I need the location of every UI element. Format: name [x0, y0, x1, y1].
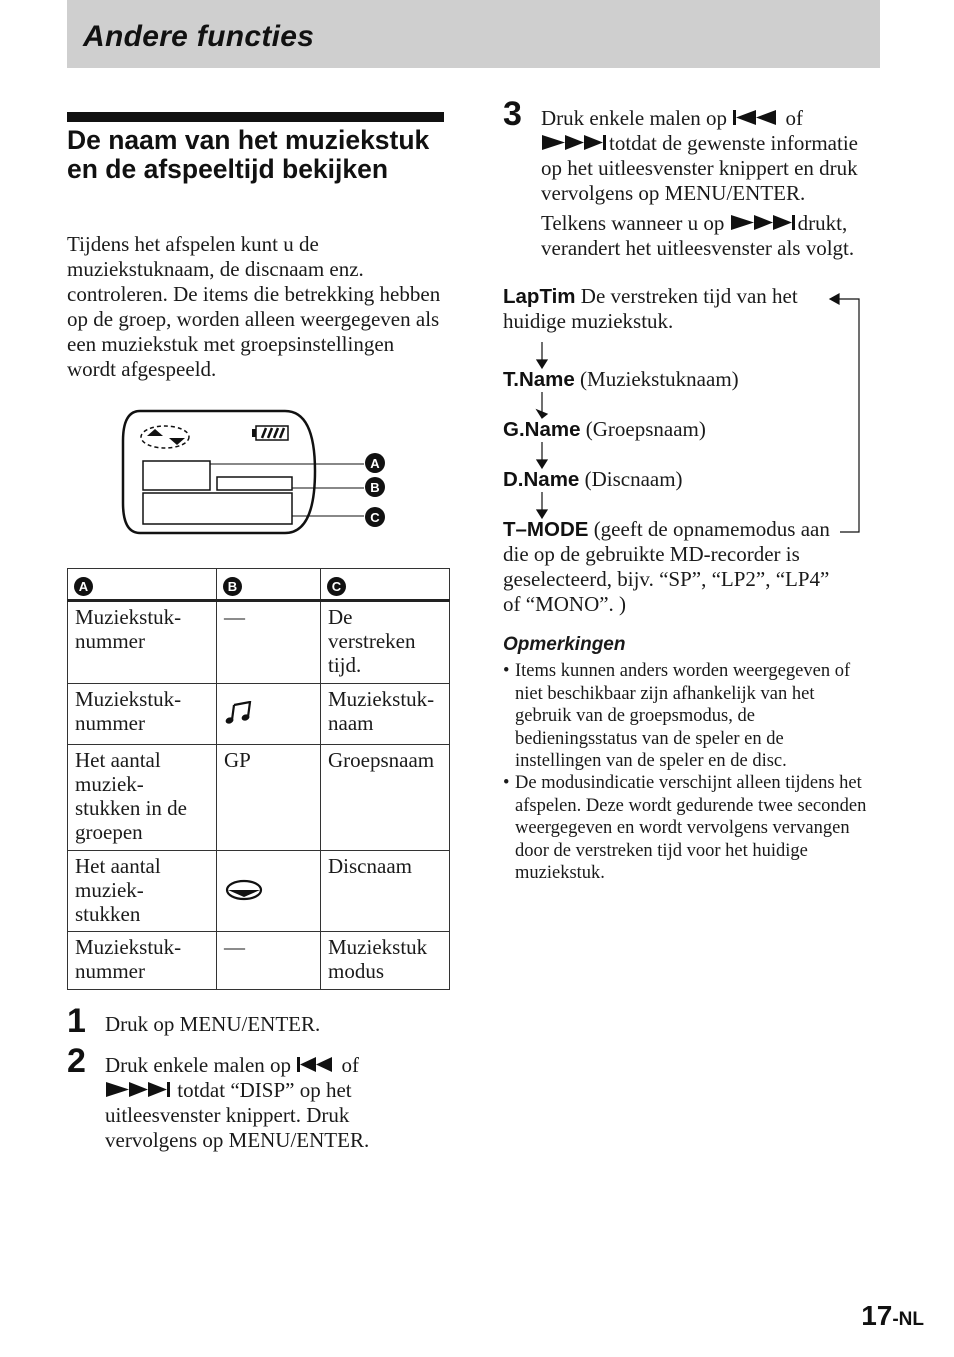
table-cell: Het aantal muziek- stukken in de groepen [68, 745, 217, 851]
step-3-text [541, 106, 881, 206]
page-number-value: 17 [861, 1300, 893, 1331]
step-2-mid: of [341, 1053, 360, 1077]
bullet: • [503, 661, 510, 681]
step-3-mid: of [785, 106, 804, 130]
table-header-a: A [68, 569, 217, 601]
table-cell: Muziekstuk modus [321, 932, 450, 990]
table-cell [217, 684, 321, 745]
step-3-number: 3 [503, 95, 522, 133]
note-item [503, 660, 868, 773]
table-cell [217, 851, 321, 932]
flow-term: D.Name [503, 468, 580, 491]
next-track-icon [541, 134, 609, 151]
flow-term: LapTim [503, 285, 576, 308]
section-rule [67, 112, 444, 122]
step-3-post: totdat de gewenste informatie op het uitleesvenster knippert en druk vervolgens op MENU/ENTER. [541, 131, 858, 205]
table-cell: — [217, 932, 321, 990]
note-text: Items kunnen anders worden weergegeven of niet beschikbaar zijn afhankelijk van het gebruik van de groepsmodus, de bedieningsstatus van de speler en de instellingen van de speler en de disc. [515, 661, 851, 771]
table-row [68, 745, 450, 851]
bullet: • [503, 773, 510, 793]
flow-text: (Groepsnaam) [585, 417, 706, 441]
callout-b: B [370, 480, 380, 495]
note-item [503, 772, 868, 885]
flow-term: T.Name [503, 368, 575, 391]
table-row [68, 851, 450, 932]
table-cell: Het aantal muziek- stukken [68, 851, 217, 932]
flow-term: G.Name [503, 418, 581, 441]
table-cell: De verstreken tijd. [321, 601, 450, 684]
table-cell: Muziekstuk- naam [321, 684, 450, 745]
step-2-number: 2 [67, 1042, 86, 1080]
step-1-number: 1 [67, 1002, 86, 1040]
table-cell: Discnaam [321, 851, 450, 932]
callout-a: A [370, 456, 380, 471]
display-illustration [120, 408, 395, 543]
flow-text: (geeft de opnamemodus aan die op de gebruikte MD-recorder is geselecteerd, bijv. “SP”, “LP2”, “LP4” of “MONO”. ) [503, 517, 830, 616]
table-header-c: C [321, 569, 450, 601]
step-2-post: totdat “DISP” op het uitleesvenster knippert. Druk vervolgens op MENU/ENTER. [105, 1078, 370, 1152]
step-3-extra [541, 211, 881, 261]
page-number [861, 1300, 924, 1332]
step-1-text: Druk op MENU/ENTER. [105, 1012, 321, 1036]
disc-icon [224, 879, 264, 901]
display-outline [123, 411, 315, 533]
section-title: De naam van het muziekstuk en de afspeeltijd bekijken [67, 125, 430, 184]
table-cell: Muziekstuk- nummer [68, 932, 217, 990]
step-3-pre: Druk enkele malen op [541, 106, 728, 130]
table-cell: GP [217, 745, 321, 851]
step-3-extra-post: drukt, verandert het uitleesvenster als volgt. [541, 211, 855, 260]
display-info-table [67, 568, 450, 990]
notes-title: Opmerkingen [503, 634, 626, 655]
next-track-icon [730, 214, 798, 231]
table-row [68, 932, 450, 990]
next-track-icon [105, 1081, 172, 1098]
flow-term: T–MODE [503, 518, 589, 541]
table-header-row [68, 569, 450, 601]
table-cell: Groepsnaam [321, 745, 450, 851]
music-note-icon [224, 701, 254, 725]
battery-icon [252, 426, 288, 440]
flow-text: De verstreken tijd van het huidige muziekstuk. [503, 284, 798, 333]
group-indicator-icon [141, 426, 189, 448]
table-cell: — [217, 601, 321, 684]
flow-text: (Muziekstuknaam) [580, 367, 739, 391]
step-2-text [105, 1053, 405, 1153]
intro-paragraph: Tijdens het afspelen kunt u de muziekstuknaam, de discnaam enz. controleren. De items die betrekking hebben op de groep, worden alleen weergegeven als een muziekstuk met groepsinstellingen wordt afgespeeld. [67, 232, 441, 381]
table-cell: Muziekstuk- nummer [68, 601, 217, 684]
step-3-extra-pre: Telkens wanneer u op [541, 211, 725, 235]
flow-text: (Discnaam) [584, 467, 683, 491]
flow-arrows [500, 280, 880, 540]
callout-c: C [370, 510, 380, 525]
note-text: De modusindicatie verschijnt alleen tijdens het afspelen. Deze wordt gedurende twee seconden weergegeven en wordt vervolgens vervangen door de verstreken tijd voor het huidige muziekstuk. [515, 773, 867, 883]
table-cell: Muziekstuk- nummer [68, 684, 217, 745]
previous-track-icon [732, 109, 780, 126]
page-number-suffix: -NL [892, 1309, 924, 1330]
previous-track-icon [296, 1056, 336, 1073]
table-row [68, 684, 450, 745]
page-header-title: Andere functies [83, 20, 315, 53]
table-header-b: B [217, 569, 321, 601]
step-2-pre: Druk enkele malen op [105, 1053, 292, 1077]
display-field-a [143, 461, 210, 490]
table-row [68, 601, 450, 684]
display-field-c [143, 493, 292, 524]
display-field-b [217, 477, 292, 490]
